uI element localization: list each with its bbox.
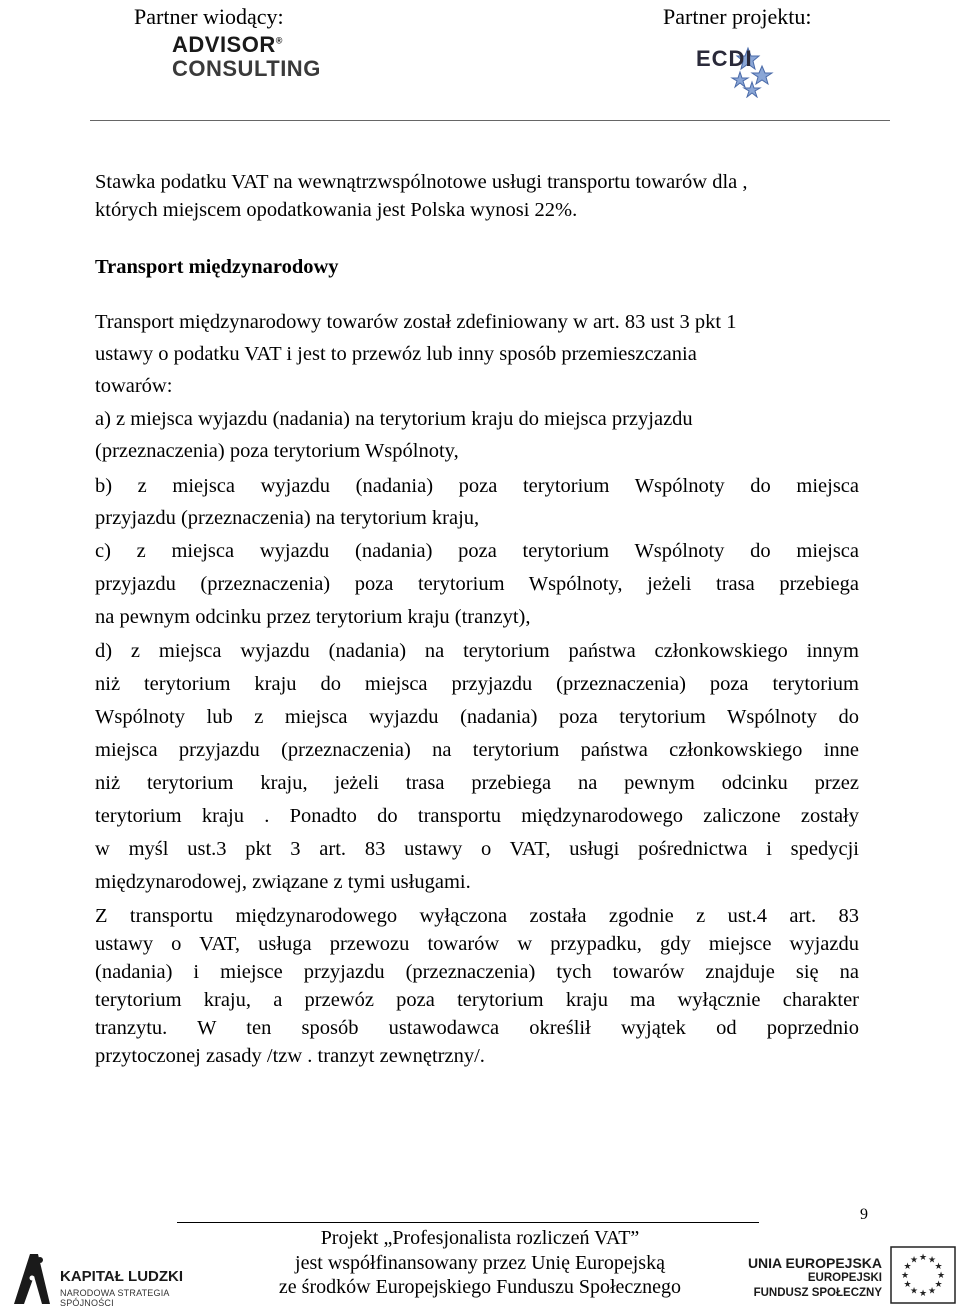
text-line: terytorium kraju . Ponadto do transportu międzynarodowego zaliczone zostały: [95, 805, 859, 827]
svg-text:★: ★: [903, 1280, 912, 1290]
page-number: 9: [860, 1206, 868, 1223]
text-line: miejsca przyjazdu (przeznaczenia) na terytorium państwa członkowskiego inne: [95, 739, 859, 761]
section-heading: Transport międzynarodowy: [95, 256, 339, 278]
paragraph-1-line-1: Stawka podatku VAT na wewnątrzwspólnotowe usługi transportu towarów dla ,: [95, 171, 748, 193]
kapital-ludzki-logo: [10, 1248, 190, 1308]
svg-text:★: ★: [909, 1255, 919, 1266]
text-line: (przeznaczenia) poza terytorium Wspólnoty,: [95, 440, 459, 462]
text-line: c) z miejsca wyjazdu (nadania) poza terytorium Wspólnoty do miejsca: [95, 540, 859, 562]
text-line: przyjazdu (przeznaczenia) na terytorium kraju,: [95, 507, 480, 529]
text-line: ustawy o podatku VAT i jest to przewóz lub inny sposób przemieszczania: [95, 343, 697, 365]
svg-text:★: ★: [909, 1286, 919, 1297]
eu-flag-icon: [890, 1246, 956, 1304]
svg-text:★: ★: [927, 1286, 937, 1297]
text-line: niż terytorium kraju, jeżeli trasa przebiega na pewnym odcinku przez: [95, 772, 859, 794]
text-line: międzynarodowej, związane z tymi usługami.: [95, 871, 471, 893]
svg-text:★: ★: [918, 1253, 928, 1263]
advisor-consulting-logo: [172, 32, 321, 81]
advisor-logo-line1: ADVISOR: [172, 32, 276, 57]
kl-title: KAPITAŁ LUDZKI: [60, 1268, 184, 1285]
advisor-logo-line2: CONSULTING: [172, 56, 321, 81]
footer-divider: [177, 1222, 759, 1223]
eu-line-3: FUNDUSZ SPOŁECZNY: [753, 1287, 882, 1299]
project-funding-note: [180, 1226, 780, 1300]
text-line: towarów:: [95, 375, 173, 397]
text-line: Wspólnoty lub z miejsca wyjazdu (nadania) poza terytorium Wspólnoty do: [95, 706, 859, 728]
svg-text:★: ★: [936, 1271, 946, 1281]
svg-text:★: ★: [934, 1262, 943, 1272]
ecdi-logo: [690, 40, 800, 98]
text-line: przytoczonej zasady /tzw . tranzyt zewnętrzny/.: [95, 1045, 485, 1067]
header-divider: [90, 120, 890, 121]
text-line: b) z miejsca wyjazdu (nadania) poza terytorium Wspólnoty do miejsca: [95, 475, 859, 497]
project-line-2: jest współfinansowany przez Unię Europejską: [295, 1251, 665, 1274]
text-line: przyjazdu (przeznaczenia) poza terytorium Wspólnoty, jeżeli trasa przebiega: [95, 573, 859, 595]
partner-project-label: Partner projektu:: [663, 4, 812, 29]
text-line: terytorium kraju, a przewóz poza terytorium kraju ma wyłącznie charakter: [95, 989, 859, 1011]
project-line-3: ze środków Europejskiego Funduszu Społecznego: [278, 1276, 682, 1298]
text-line: Z transportu międzynarodowego wyłączona została zgodnie z ust.4 art. 83: [95, 905, 859, 927]
svg-text:★: ★: [903, 1262, 912, 1272]
text-line: na pewnym odcinku przez terytorium kraju (tranzyt),: [95, 606, 531, 628]
kapital-ludzki-emblem-icon: [10, 1248, 54, 1308]
eu-line-1: UNIA EUROPEJSKA: [747, 1255, 882, 1271]
svg-text:★: ★: [934, 1280, 943, 1290]
project-line-1: Projekt „Profesjonalista rozliczeń VAT”: [320, 1227, 640, 1249]
kl-subtitle: NARODOWA STRATEGIA SPÓJNOŚCI: [60, 1288, 170, 1308]
svg-text:★: ★: [927, 1255, 937, 1266]
eu-line-2: EUROPEJSKI: [807, 1272, 882, 1284]
text-line: w myśl ust.3 pkt 3 art. 83 ustawy o VAT, usługi pośrednictwa i spedycji: [95, 838, 859, 860]
svg-text:★: ★: [918, 1289, 928, 1299]
partner-lead-label: Partner wiodący:: [134, 4, 284, 29]
eu-label: [742, 1256, 882, 1301]
text-line: Transport międzynarodowy towarów został zdefiniowany w art. 83 ust 3 pkt 1: [95, 311, 737, 333]
text-line: niż terytorium kraju do miejsca przyjazdu (przeznaczenia) poza terytorium: [95, 673, 859, 695]
text-line: d) z miejsca wyjazdu (nadania) na terytorium państwa członkowskiego innym: [95, 640, 859, 662]
ecdi-logo-text: ECDI: [696, 46, 753, 71]
svg-text:★: ★: [900, 1271, 910, 1281]
text-line: a) z miejsca wyjazdu (nadania) na terytorium kraju do miejsca przyjazdu: [95, 408, 693, 430]
paragraph-1-line-2: których miejscem opodatkowania jest Polska wynosi 22%.: [95, 199, 578, 221]
text-line: tranzytu. W ten sposób ustawodawca określił wyjątek od poprzednio: [95, 1017, 859, 1039]
text-line: (nadania) i miejsce przyjazdu (przeznaczenia) tych towarów znajduje się na: [95, 961, 859, 983]
advisor-logo-reg: ®: [275, 35, 283, 46]
text-line: ustawy o VAT, usługa przewozu towarów w przypadku, gdy miejsce wyjazdu: [95, 933, 859, 955]
